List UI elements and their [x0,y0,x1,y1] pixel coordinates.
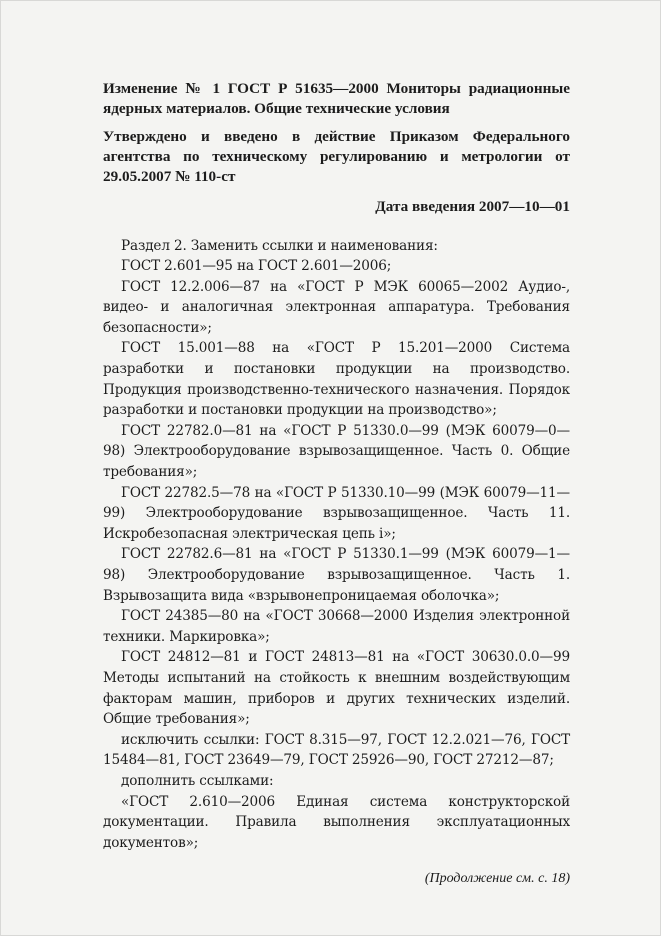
paragraph: ГОСТ 22782.0—81 на «ГОСТ Р 51330.0—99 (МЭК 60079—0—98) Электрооборудование взрывозащищенное. Часть 0. Общие требования»; [103,422,570,481]
approval-statement: Утверждено и введено в действие Приказом Федерального агентства по техническому регулированию и метрологии от 29.05.2007 № 110-ст [103,128,570,185]
continuation-note: (Продолжение см. с. 18) [424,871,570,887]
paragraph: ГОСТ 24385—80 на «ГОСТ 30668—2000 Изделия электронной техники. Маркировка»; [103,608,570,645]
amendment-body [103,236,570,854]
amendment-title: Изменение № 1 ГОСТ Р 51635—2000 Мониторы радиационные ядерных материалов. Общие технические условия [103,80,570,117]
page-content [103,79,570,890]
paragraph: ГОСТ 22782.5—78 на «ГОСТ Р 51330.10—99 (МЭК 60079—11—99) Электрооборудование взрывозащищенное. Часть 11. Искробезопасная электрическая цепь i»; [103,484,570,542]
paragraph: ГОСТ 15.001—88 на «ГОСТ Р 15.201—2000 Система разработки и постановки продукции на производство. Продукция производственно-технического назначения. Порядок разработки и постановки продукции на производство»; [103,340,570,419]
paragraph: «ГОСТ 2.610—2006 Единая система конструкторской документации. Правила выполнения эксплуатационных документов»; [103,793,570,851]
paragraph: ГОСТ 24812—81 и ГОСТ 24813—81 на «ГОСТ 30630.0.0—99 Методы испытаний на стойкость к внешним воздействующим факторам машин, приборов и других технических изделий. Общие требования»; [103,649,570,728]
paragraph: ГОСТ 12.2.006—87 на «ГОСТ Р МЭК 60065—2002 Аудио-, видео- и аналогичная электронная аппаратура. Требования безопасности»; [103,278,570,336]
paragraph: ГОСТ 22782.6—81 на «ГОСТ Р 51330.1—99 (МЭК 60079—1—98) Электрооборудование взрывозащищенное. Часть 1. Взрывозащита вида «взрывонепроницаемая оболочка»; [103,546,570,604]
paragraph: исключить ссылки: ГОСТ 8.315—97, ГОСТ 12.2.021—76, ГОСТ 15484—81, ГОСТ 23649—79, ГОСТ 25926—90, ГОСТ 27212—87; [103,731,570,769]
effective-date: Дата введения 2007—10—01 [375,198,570,215]
paragraph: ГОСТ 2.601—95 на ГОСТ 2.601—2006; [121,258,392,275]
paragraph: дополнить ссылками: [121,772,274,789]
paragraph: Раздел 2. Заменить ссылки и наименования: [121,237,438,254]
